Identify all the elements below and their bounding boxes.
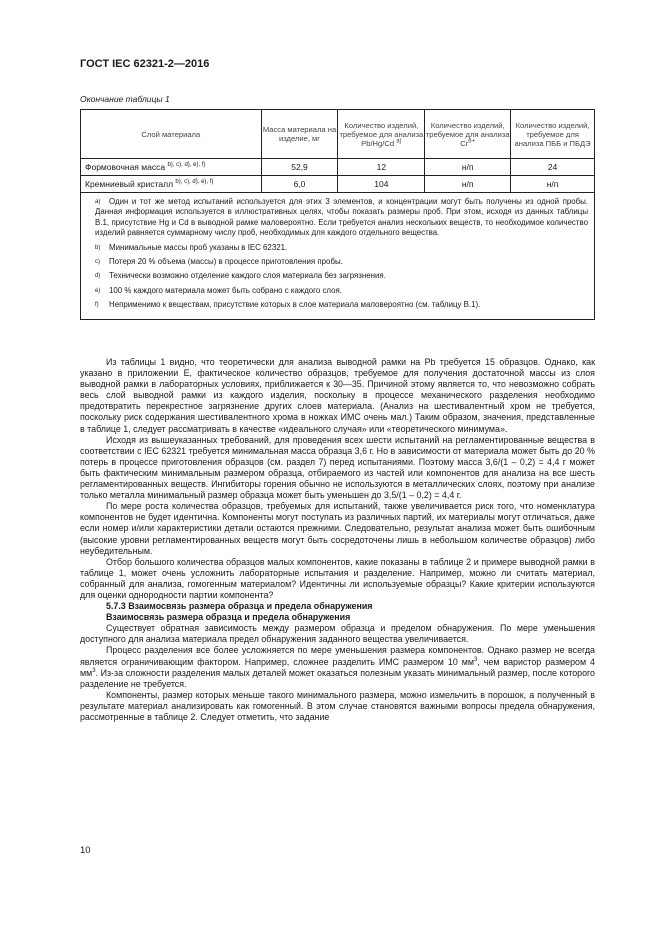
col-header-cr: Количество изделий, требуемое для анализа $Cr^{6+}$ bbox=[425, 110, 511, 159]
document-header: ГОСТ IEC 62321-2—2016 bbox=[80, 58, 210, 70]
row-pb: 104 bbox=[338, 176, 425, 193]
page-number: 10 bbox=[80, 845, 91, 856]
paragraph: Компоненты, размер которых меньше такого минимального размера, можно измельчить в порошок, а полученный в результате материал анализировать как гомогенный. В этом случае становятся важными вопросы предела обнаружения, рассмотренные в таблице 2. Следует отметить, что задание bbox=[80, 689, 595, 722]
table-note: d) Технически возможно отделение каждого слоя материала без загрязнения. bbox=[95, 271, 386, 281]
table-note: b) Минимальные массы проб указаны в IEC 62321. bbox=[95, 242, 288, 252]
table-header-row bbox=[81, 110, 595, 159]
row-pb: 12 bbox=[338, 159, 425, 176]
material-table bbox=[80, 109, 595, 320]
table-notes-row bbox=[81, 193, 595, 320]
row-mass: 6,0 bbox=[261, 176, 338, 193]
table-note: c) Потеря 20 % объема (массы) в процессе приготовления пробы. bbox=[95, 257, 343, 267]
col-header-layer: Слой материала bbox=[81, 110, 262, 159]
paragraph: По мере роста количества образцов, требуемых для испытаний, также увеличивается риск того, что номенклатура компонентов не будет идентична. Компоненты могут поступать из различных партий, их материалы могут отличаться, даже если номер и/или характеристики детали остаются прежними. Следовательно, результат анализа может быть ошибочным (высокие уровни регламентированных веществ могут быть сосредоточены лишь в небольшом количестве образцов) либо неубедительным. bbox=[80, 501, 595, 556]
table-note: e) 100 % каждого материала может быть собрано с каждого слоя. bbox=[95, 285, 342, 295]
section-heading: 5.7.3 Взаимосвязь размера образца и предела обнаружения bbox=[106, 601, 373, 612]
subsection-heading: Взаимосвязь размера образца и предела обнаружения bbox=[106, 612, 351, 623]
col-header-pbb: Количество изделий, требуемое для анализа ПББ и ПБДЭ bbox=[511, 110, 595, 159]
row-name: Кремниевый кристалл $^{b), c), d), e), f)}$ bbox=[81, 176, 262, 193]
body-text bbox=[80, 357, 595, 723]
table-notes bbox=[81, 193, 595, 320]
col-header-pbhgcd: Количество изделий, требуемое для анализа Pb/Hg/Cd $^{a)}$ bbox=[338, 110, 425, 159]
table-row bbox=[81, 176, 595, 193]
row-pbb: н/п bbox=[511, 176, 595, 193]
table-row bbox=[81, 159, 595, 176]
paragraph: Существует обратная зависимость между размером образца и пределом обнаружения. По мере уменьшения доступного для анализа материала предел обнаружения заданного вещества увеличивается. bbox=[80, 623, 595, 645]
row-name: Формовочная масса $^{b), c), d), e), f)}$ bbox=[81, 159, 262, 176]
table-caption: Окончание таблицы 1 bbox=[80, 94, 170, 104]
col-header-mass: Масса материала на изделие, мг bbox=[261, 110, 338, 159]
table-note: f) Неприменимо к веществам, присутствие которых в слое материала маловероятно (см. таблицу В.1). bbox=[95, 300, 481, 310]
row-cr: н/п bbox=[425, 159, 511, 176]
paragraph: Отбор большого количества образцов малых компонентов, какие показаны в таблице 2 и примере выводной рамки в таблице 1, может очень усложнить лабораторные испытания и разделение. Например, можно ли считать материал, собранный для анализа, гомогенным материалом? Идентичны ли используемые образцы? Какие критерии используются для оценки однородности партии компонента? bbox=[80, 556, 595, 600]
table-note: a) Один и тот же метод испытаний используется для этих 3 элементов, и концентрации могут быть получены из одной пробы. Данная информация используется в иллюстративных целях, чтобы показать размеры проб. При этом, исходя из данных таблицы В.1, присутствие Hg и Cd в выводной рамке маловероятно. Если требуется анализ нескольких веществ, то необходимое количество изделий равняется суммарному числу проб, необходимых для каждого отдельного вещества. bbox=[95, 197, 588, 238]
paragraph: Исходя из вышеуказанных требований, для проведения всех шести испытаний на регламентированные вещества в соответствии с IEC 62321 требуется минимальная масса образца 3,6 г. Но в зависимости от материала может быть до 20 % потерь в процессе приготовления образцов (см. раздел 7) перед испытаниями. Поэтому масса 3,6/(1 – 0,2) = 4,4 г может быть фактическим минимальным размером образца, отбираемого из частей или компонентов для анализа на все шесть регламентированных веществ. Ингибиторы горения обычно не используются в металлических слоях, поэтому при анализе только металла минимальный размер образца может быть уменьшен до 3,5/(1 – 0,2) = 4,4 г. bbox=[80, 434, 595, 501]
row-mass: 52,9 bbox=[261, 159, 338, 176]
row-cr: н/п bbox=[425, 176, 511, 193]
row-pbb: 24 bbox=[511, 159, 595, 176]
paragraph: Процесс разделения все более усложняется по мере уменьшения размера компонентов. Однако размер не всегда является ограничивающим фактором. Например, сложнее разделить ИМС размером 10 $мм^3$, чем варистор размером 4 $мм^3$. Из-за сложности разделения малых деталей может оказаться полезным указать минимальный размер, после которого разделение не требуется. bbox=[80, 645, 595, 689]
paragraph: Из таблицы 1 видно, что теоретически для анализа выводной рамки на Pb требуется 15 образцов. Однако, как указано в приложении Е, фактическое количество образцов, требуемое для получения достаточной массы из слоя выводной рамки в лабораторных условиях, приближается к 30—35. Причиной этому является то, что невозможно собрать весь слой выводной рамки из каждого изделия, поскольку в процессе механического разделения необходимо предотвратить перекрестное загрязнение других слоев материала. (Анализ на шестивалентный хром не требуется, поскольку риск содержания шестивалентного хрома в ножках ИМС очень мал.) Таким образом, значения, представленные в таблице 1, следует рассматривать в качестве «идеального случая» или «теоретического минимума». bbox=[80, 357, 595, 434]
